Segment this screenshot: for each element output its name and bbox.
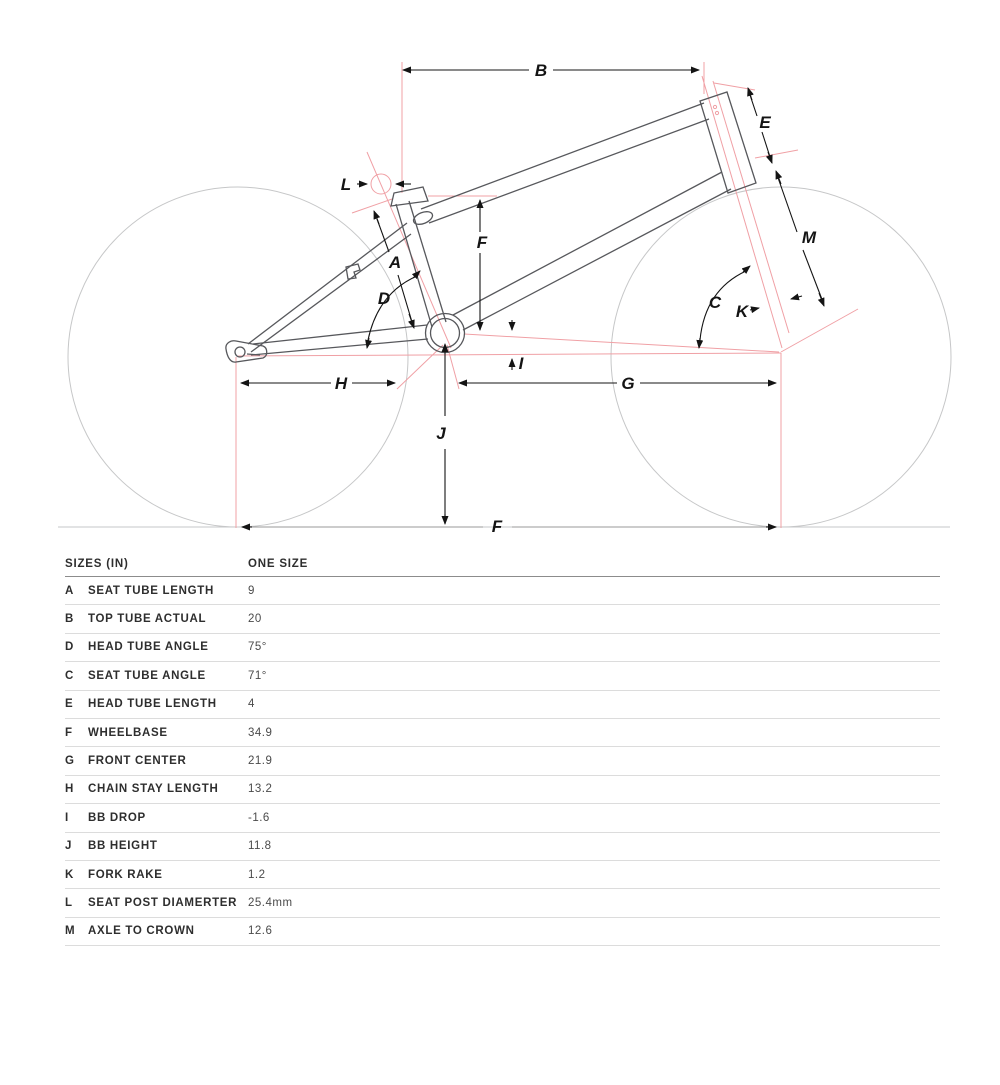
table-row bbox=[65, 918, 940, 946]
row-letter: D bbox=[65, 641, 74, 654]
label-axle-to-crown: M bbox=[801, 228, 817, 247]
table-row bbox=[65, 605, 940, 633]
label-seat-tube-angle: C bbox=[708, 293, 722, 312]
table-row bbox=[65, 889, 940, 917]
label-bb-height: J bbox=[436, 424, 446, 443]
dimension-lines bbox=[241, 70, 824, 527]
bike-frame bbox=[226, 92, 756, 362]
row-value: 75° bbox=[248, 641, 267, 654]
rear-dropout bbox=[226, 341, 267, 362]
row-value: 1.2 bbox=[248, 868, 266, 881]
row-value: 34.9 bbox=[248, 726, 273, 739]
table-row bbox=[65, 691, 940, 719]
row-name: FRONT CENTER bbox=[88, 755, 187, 768]
table-row bbox=[65, 747, 940, 775]
row-name: CHAIN STAY LENGTH bbox=[88, 783, 219, 796]
row-letter: F bbox=[65, 726, 73, 739]
row-letter: E bbox=[65, 698, 74, 711]
row-value: 13.2 bbox=[248, 783, 273, 796]
table-header bbox=[65, 548, 940, 577]
head-tube bbox=[700, 92, 756, 193]
label-head-tube-length: E bbox=[759, 113, 771, 132]
row-letter: A bbox=[65, 584, 74, 597]
seat-lug bbox=[412, 209, 435, 227]
row-value: -1.6 bbox=[248, 811, 270, 824]
row-name: BB HEIGHT bbox=[88, 840, 158, 853]
row-letter: B bbox=[65, 613, 74, 626]
label-wheelbase: F bbox=[491, 517, 503, 536]
row-value: 20 bbox=[248, 613, 262, 626]
row-name: SEAT TUBE ANGLE bbox=[88, 669, 206, 682]
label-seat-tube-length: A bbox=[388, 253, 402, 272]
table-header-sizes: SIZES (IN) bbox=[65, 558, 129, 570]
table-row bbox=[65, 776, 940, 804]
down-tube bbox=[453, 172, 722, 315]
top-tube bbox=[421, 103, 704, 209]
row-name: SEAT POST DIAMERTER bbox=[88, 896, 238, 909]
axle-line bbox=[238, 353, 781, 356]
row-letter: M bbox=[65, 925, 76, 938]
table-row bbox=[65, 662, 940, 690]
row-name: AXLE TO CROWN bbox=[88, 925, 195, 938]
row-value: 11.8 bbox=[248, 840, 272, 853]
row-name: WHEELBASE bbox=[88, 726, 168, 739]
row-value: 21.9 bbox=[248, 755, 273, 768]
row-letter: K bbox=[65, 868, 74, 881]
row-letter: I bbox=[65, 811, 69, 824]
seat-stay bbox=[248, 223, 407, 344]
table-row bbox=[65, 833, 940, 861]
table-row bbox=[65, 634, 940, 662]
table-row bbox=[65, 861, 940, 889]
label-front-center: G bbox=[621, 374, 635, 393]
label-bb-drop: I bbox=[518, 354, 524, 373]
row-letter: J bbox=[65, 840, 72, 853]
table-row bbox=[65, 577, 940, 605]
row-value: 12.6 bbox=[248, 925, 273, 938]
row-letter: C bbox=[65, 669, 74, 682]
row-letter: G bbox=[65, 755, 75, 768]
table-header-one-size: ONE SIZE bbox=[248, 558, 309, 570]
row-letter: L bbox=[65, 896, 73, 909]
row-value: 4 bbox=[248, 698, 255, 711]
row-name: BB DROP bbox=[88, 811, 146, 824]
label-fork-rake: K bbox=[735, 302, 749, 321]
row-value: 71° bbox=[248, 669, 267, 682]
label-head-tube-angle: D bbox=[377, 289, 391, 308]
table-row bbox=[65, 804, 940, 832]
row-name: HEAD TUBE ANGLE bbox=[88, 641, 209, 654]
row-letter: H bbox=[65, 783, 74, 796]
dimension-labels bbox=[335, 61, 817, 536]
table-row bbox=[65, 719, 940, 747]
fork-line bbox=[713, 81, 789, 333]
geometry-table bbox=[65, 548, 940, 946]
row-value: 9 bbox=[248, 584, 255, 597]
seat-clamp bbox=[391, 187, 428, 206]
row-name: FORK RAKE bbox=[88, 868, 163, 881]
label-seat-post-diameter: L bbox=[340, 175, 352, 194]
row-name: HEAD TUBE LENGTH bbox=[88, 698, 217, 711]
row-value: 25.4mm bbox=[248, 896, 293, 909]
row-name: TOP TUBE ACTUAL bbox=[88, 613, 207, 626]
row-name: SEAT TUBE LENGTH bbox=[88, 584, 214, 597]
wheels-and-ground bbox=[58, 187, 951, 527]
label-f-vertical: F bbox=[476, 233, 488, 252]
label-top-tube: B bbox=[534, 61, 548, 80]
label-chain-stay: H bbox=[334, 374, 348, 393]
